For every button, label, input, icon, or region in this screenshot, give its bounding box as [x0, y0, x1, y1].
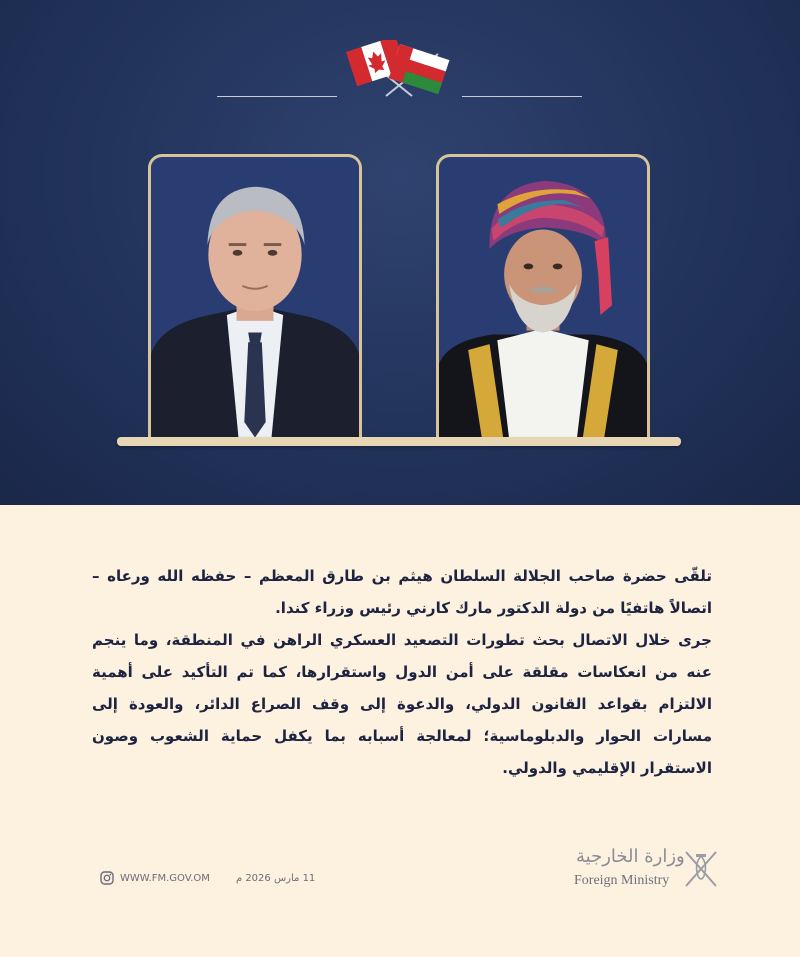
paragraph-2: جرى خلال الاتصال بحث تطورات التصعيد العسكري الراهن في المنطقة، وما ينجم عنه من انعكاسات مقلقة على أمن الدول واستقرارها، كما تم التأكيد على أهمية الالتزام بقواعد القانون الدولي، والدعوة إلى وقف الصراع الدائر، والعودة إلى مسارات الحوار والدبلوماسية؛ لمعالجة أسبابه بما يكفل حماية الشعوب وصون الاستقرار الإقليمي والدولي.: [92, 631, 712, 777]
press-release-body: [92, 560, 712, 784]
portrait-sultan-of-oman: [439, 157, 647, 440]
portrait-canada-prime-minister: [151, 157, 359, 440]
oman-khanjar-emblem-icon: [680, 846, 722, 892]
portrait-frame-right: [436, 154, 650, 440]
portrait-frame-left: [148, 154, 362, 440]
divider-line-right: [462, 96, 582, 97]
ministry-name-english: Foreign Ministry: [574, 873, 670, 888]
paragraph-1: تلقّى حضرة صاحب الجلالة السلطان هيثم بن طارق المعظم – حفظه الله ورعاه – اتصالاً هاتفيًا من دولة الدكتور مارك كارني رئيس وزراء كندا.: [92, 567, 712, 617]
divider-line-left: [217, 96, 337, 97]
website-link[interactable]: WWW.FM.GOV.OM: [120, 872, 210, 884]
ministry-name-arabic: وزارة الخارجية: [576, 846, 685, 867]
publish-date: 11 مارس 2026 م: [235, 872, 316, 884]
instagram-icon[interactable]: [100, 871, 114, 885]
portrait-shelf: [117, 437, 681, 446]
canada-oman-crossed-flags-icon: [340, 40, 458, 108]
footer-contact: [100, 868, 315, 888]
